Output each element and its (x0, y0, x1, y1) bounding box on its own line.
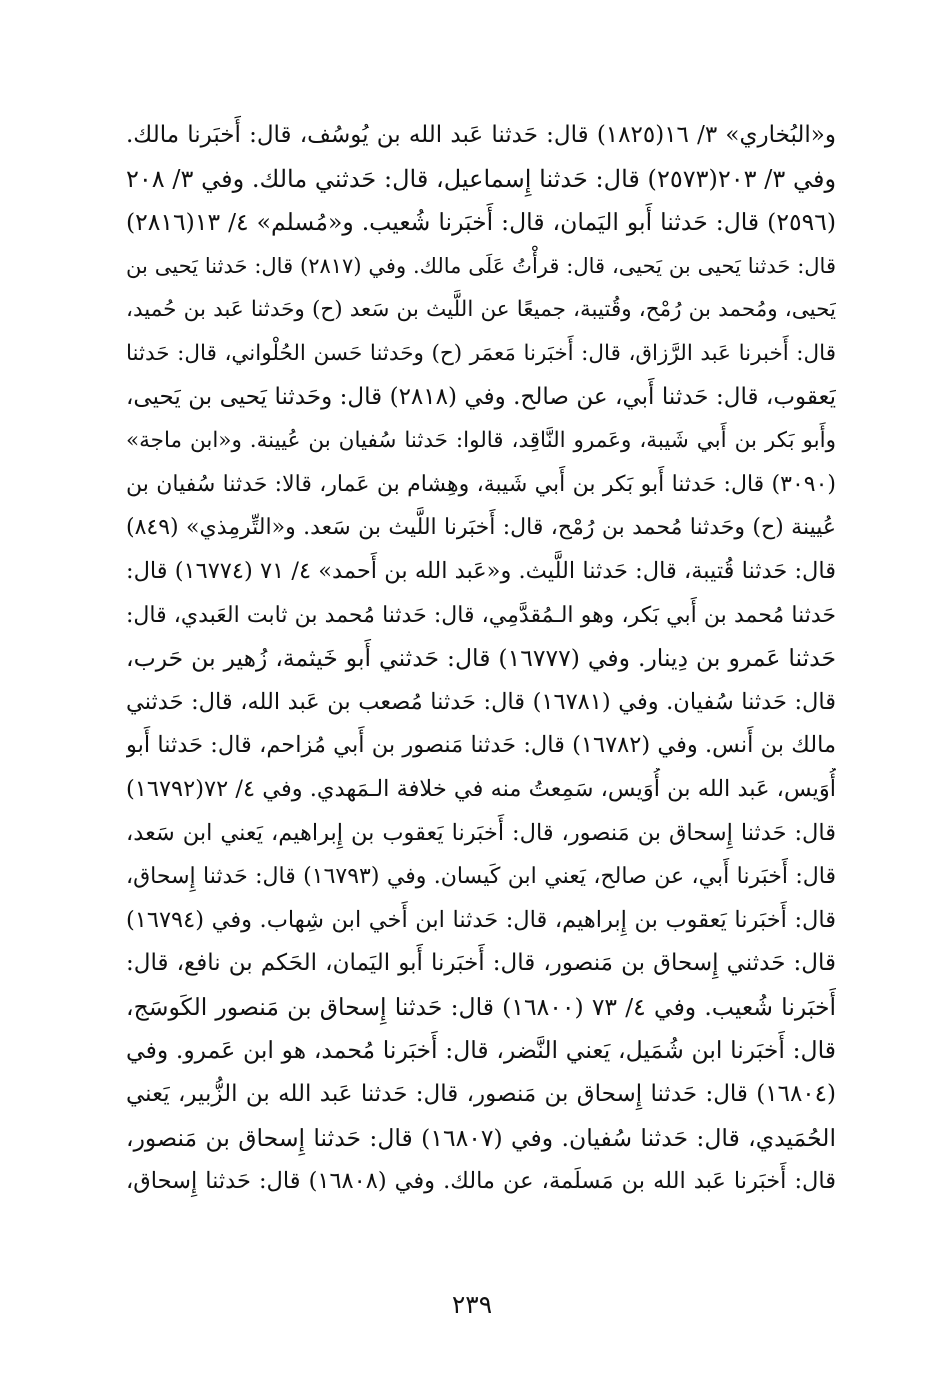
text-line: مالك بن أَنس. وفي (١٦٧٨٢) قال: حَدثنا مَنصور بن أَبي مُزاحم، قال: حَدثنا أَبو (126, 732, 836, 759)
text-line: حَدثنا عَمرو بن دِينار. وفي (١٦٧٧٧) قال: حَدثني أَبو خَيثمة، زُهير بن حَرب، (126, 644, 836, 673)
text-line: عُيينة (ح) وحَدثنا مُحمد بن رُمْح، قال: أَخبَرنا اللَّيث بن سَعد. و«التِّرمِذي» (٨٤٩) (126, 515, 836, 541)
text-line: أُوَيس، عَبد الله بن أُوَيس، سَمِعتُ منه في خلافة الـمَهدي. وفي ٤/ ٧٢(١٦٧٩٢) (126, 775, 836, 802)
text-line: قال: أَخبَرنا ابن شُمَيل، يَعني النَّضر، قال: أَخبَرنا مُحمد، هو ابن عَمرو. وفي (126, 1036, 836, 1065)
text-line: حَدثنا مُحمد بن أَبي بَكر، وهو الـمُقدَّمِي، قال: حَدثنا مُحمد بن ثابت العَبدي، قال: (126, 602, 836, 628)
text-line: قال: أَخبَرنا أَبي، عن صالح، يَعني ابن كَيسان. وفي (١٦٧٩٣) قال: حَدثنا إِسحاق، (126, 864, 836, 890)
body-text (126, 114, 836, 1204)
text-line: قال: حَدثنا سُفيان. وفي (١٦٧٨١) قال: حَدثنا مُصعب بن عَبد الله، قال: حَدثني (126, 688, 836, 715)
text-line: قال: حَدثني إِسحاق بن مَنصور، قال: أَخبَرنا أَبو اليَمان، الحَكم بن نافع، قال: (126, 950, 836, 977)
text-line: يَحيى، ومُحمد بن رُمْح، وقُتيبة، جميعًا عن اللَّيث بن سَعد (ح) وحَدثنا عَبد بن حُميد، (126, 297, 836, 323)
text-line: قال: أَخبرنا عَبد الرَّزاق، قال: أَخبَرنا مَعمَر (ح) وحَدثنا حَسن الحُلْواني، قال: حَدثنا (126, 340, 836, 366)
text-line: قال: أَخبَرنا عَبد الله بن مَسلَمة، عن مالك. وفي (١٦٨٠٨) قال: حَدثنا إِسحاق، (126, 1168, 836, 1195)
text-line: قال: أَخبَرنا يَعقوب بن إِبراهيم، قال: حَدثنا ابن أَخي ابن شِهاب. وفي (١٦٧٩٤) (126, 906, 836, 933)
page-number: ٢٣٩ (451, 1290, 493, 1319)
text-line: وأَبو بَكر بن أَبي شَيبة، وعَمرو النَّاقِد، قالوا: حَدثنا سُفيان بن عُيينة. و«ابن ماجة» (126, 428, 836, 454)
text-line: و«البُخاري» ٣/ ١٦(١٨٢٥) قال: حَدثنا عَبد الله بن يُوسُف، قال: أَخبَرنا مالك. (126, 122, 836, 148)
text-line: وفي ٣/ ٢٠٣(٢٥٧٣) قال: حَدثنا إِسماعيل، قال: حَدثني مالك. وفي ٣/ ٢٠٨ (126, 164, 836, 193)
text-line: الحُمَيدي، قال: حَدثنا سُفيان. وفي (١٦٨٠٧) قال: حَدثنا إِسحاق بن مَنصور، (126, 1123, 836, 1152)
text-line: قال: حَدثنا إِسحاق بن مَنصور، قال: أَخبَرنا يَعقوب بن إِبراهيم، يَعني ابن سَعد، (126, 819, 836, 846)
text-line: (٢٥٩٦) قال: حَدثنا أَبو اليَمان، قال: أَخبَرنا شُعيب. و«مُسلم» ٤/ ١٣(٢٨١٦) (126, 208, 836, 237)
text-line: يَعقوب، قال: حَدثنا أَبي، عن صالح. وفي (٢٨١٨) قال: وحَدثنا يَحيى بن يَحيى، (126, 383, 836, 410)
text-line: قال: حَدثنا يَحيى بن يَحيى، قال: قرأْتُ عَلَى مالك. وفي (٢٨١٧) قال: حَدثنا يَحيى بن (126, 253, 836, 278)
text-line: (٣٠٩٠) قال: حَدثنا أَبو بَكر بن أَبي شَيبة، وهِشام بن عَمار، قالا: حَدثنا سُفيان بن (126, 471, 836, 497)
text-line: أَخبَرنا شُعيب. وفي ٤/ ٧٣ (١٦٨٠٠) قال: حَدثنا إِسحاق بن مَنصور الكَوسَج، (126, 992, 836, 1021)
text-line: قال: حَدثنا قُتيبة، قال: حَدثنا اللَّيث. و«عَبد الله بن أَحمد» ٤/ ٧١ (١٦٧٧٤) قال: (126, 557, 836, 584)
text-line: (١٦٨٠٤) قال: حَدثنا إِسحاق بن مَنصور، قال: حَدثنا عَبد الله بن الزُّبير، يَعني (126, 1081, 836, 1108)
